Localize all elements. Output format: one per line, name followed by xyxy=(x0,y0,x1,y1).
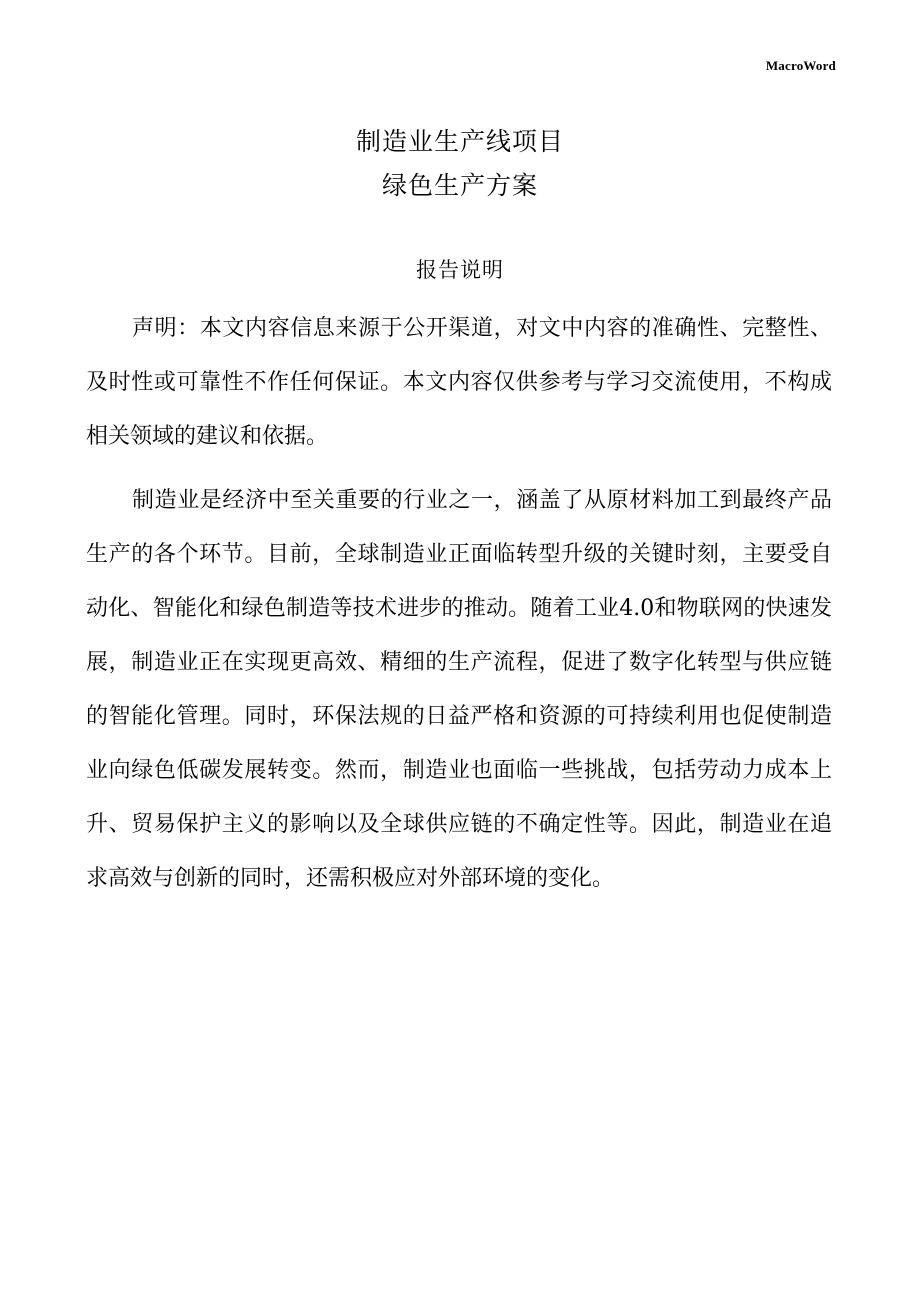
header-brand: MacroWord xyxy=(765,58,836,73)
document-title xyxy=(0,120,920,208)
title-line-2: 绿色生产方案 xyxy=(381,171,538,200)
disclaimer-paragraph: 声明：本文内容信息来源于公开渠道，对文中内容的准确性、完整性、及时性或可靠性不作任何保证。本文内容仅供参考与学习交流使用，不构成相关领域的建议和依据。 xyxy=(86,316,832,449)
title-line-1: 制造业生产线项目 xyxy=(355,127,564,156)
intro-paragraph: 制造业是经济中至关重要的行业之一，涵盖了从原材料加工到最终产品生产的各个环节。目前，全球制造业正面临转型升级的关键时刻，主要受自动化、智能化和绿色制造等技术进步的推动。随着工业4.0和物联网的快速发展，制造业正在实现更高效、精细的生产流程，促进了数字化转型与供应链的智能化管理。同时，环保法规的日益严格和资源的可持续利用也促使制造业向绿色低碳发展转变。然而，制造业也面临一些挑战，包括劳动力成本上升、贸易保护主义的影响以及全球供应链的不确定性等。因此，制造业在追求高效与创新的同时，还需积极应对外部环境的变化。 xyxy=(86,488,832,891)
section-heading: 报告说明 xyxy=(416,258,504,282)
